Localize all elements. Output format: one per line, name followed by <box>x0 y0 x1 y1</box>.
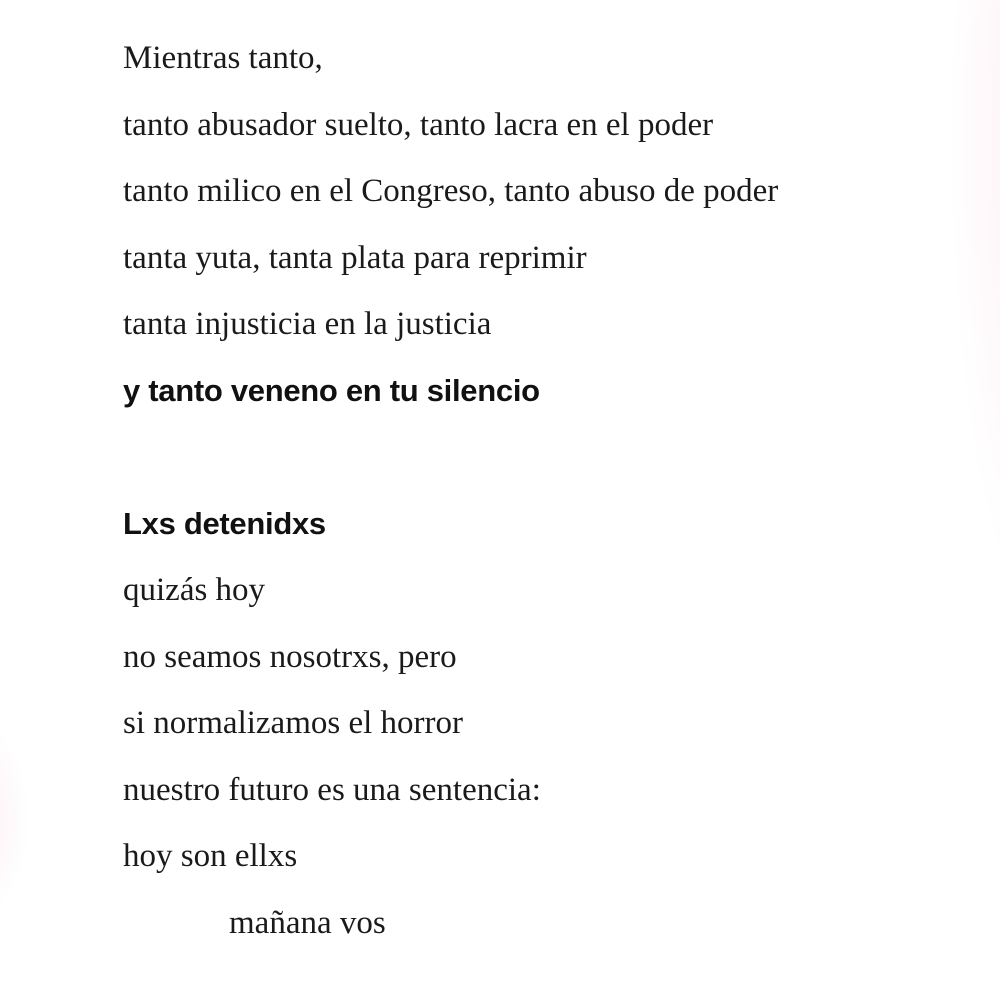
poem-line: nuestro futuro es una sentencia: <box>123 771 541 808</box>
poem-line-emphasis: y tanto veneno en tu silencio <box>123 372 540 408</box>
poem-line: tanta yuta, tanta plata para reprimir <box>123 239 587 276</box>
poem-line: tanto milico en el Congreso, tanto abuso de poder <box>123 173 779 209</box>
poem-line: Mientras tanto, <box>123 40 323 76</box>
poem-line: si normalizamos el horror <box>123 705 463 741</box>
poem-line: tanto abusador suelto, tanto lacra en el poder <box>123 106 714 143</box>
poem-line-indented: mañana vos <box>229 904 386 941</box>
edge-decoration <box>950 0 1000 620</box>
stanza-heading: Lxs detenidxs <box>123 505 326 541</box>
poem-line: quizás hoy <box>123 572 266 608</box>
poem-line: tanta injusticia en la justicia <box>123 306 492 342</box>
stanza-break <box>123 434 943 501</box>
poem-line: no seamos nosotrxs, pero <box>123 638 457 675</box>
edge-decoration <box>0 720 30 920</box>
poem-line: hoy son ellxs <box>123 838 298 874</box>
poem <box>123 35 943 966</box>
